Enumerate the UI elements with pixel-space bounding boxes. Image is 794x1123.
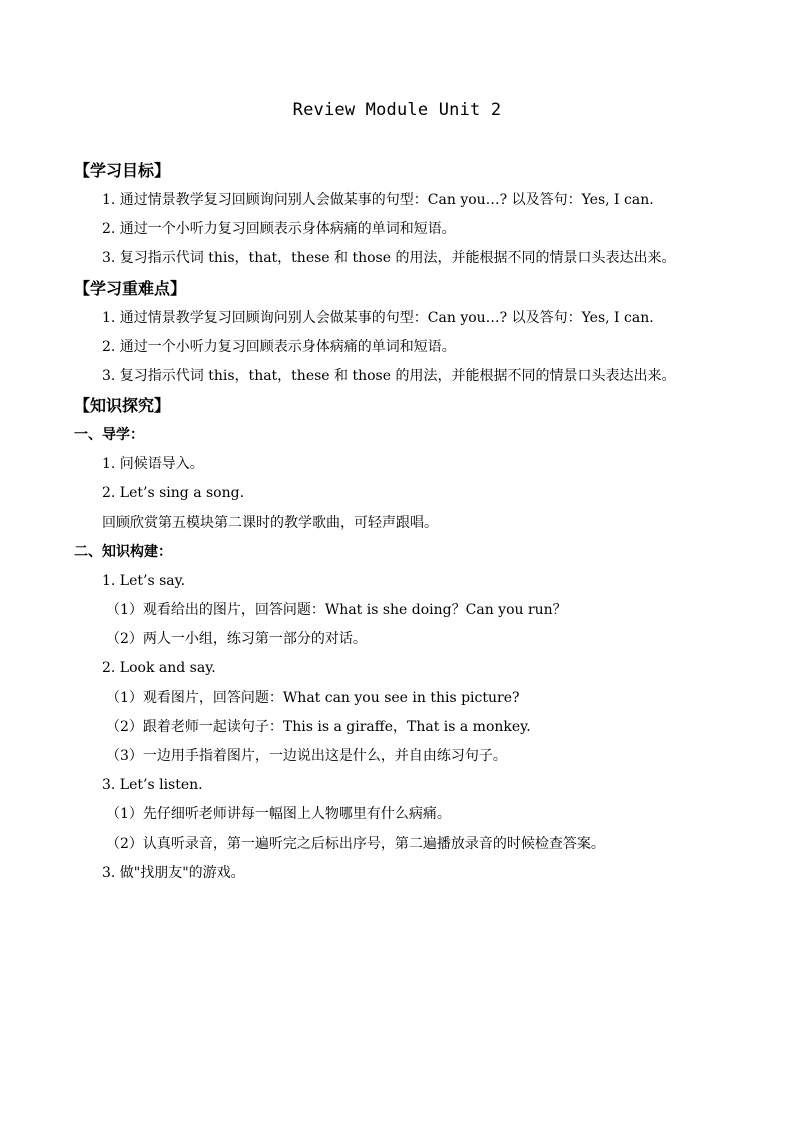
step-find-friends-game: 3. 做"找朋友"的游戏。	[102, 864, 245, 881]
part2-heading: 二、知识构建：	[74, 543, 172, 560]
step-lets-say: 1. Let’s say.	[102, 572, 186, 589]
step-lets-say-sub-1: （1）观看给出的图片，回答问题：What is she doing？Can you run？	[106, 602, 567, 619]
document-body	[74, 156, 724, 888]
part1-item-1: 1. 问候语导入。	[102, 456, 204, 473]
objective-item-2: 2. 通过一个小听力复习回顾表示身体病痛的单词和短语。	[102, 221, 456, 238]
key-point-item-2: 2. 通过一个小听力复习回顾表示身体病痛的单词和短语。	[102, 338, 456, 355]
page-title: Review Module Unit 2	[292, 100, 502, 120]
step-look-and-say-sub-1: （1）观看图片，回答问题：What can you see in this picture?	[106, 689, 520, 706]
step-lets-listen: 3. Let’s listen.	[102, 777, 203, 794]
step-lets-listen-sub-2: （2）认真听录音，第一遍听完之后标出序号，第二遍播放录音的时候检查答案。	[106, 835, 605, 852]
objective-item-1: 1. 通过情景教学复习回顾询问别人会做某事的句型：Can you…? 以及答句：Yes, I can.	[102, 192, 654, 208]
key-points-heading: 【学习重难点】	[74, 278, 187, 298]
exploration-heading: 【知识探究】	[74, 396, 171, 416]
step-lets-say-sub-2: （2）两人一小组，练习第一部分的对话。	[106, 631, 367, 648]
step-look-and-say-sub-3: （3）一边用手指着图片，一边说出这是什么，并自由练习句子。	[106, 748, 507, 765]
step-look-and-say-sub-2: （2）跟着老师一起读句子：This is a giraffe，That is a monkey.	[106, 718, 531, 735]
key-point-item-3: 3. 复习指示代词 this，that，these 和 those 的用法，并能根据不同的情景口头表达出来。	[102, 368, 676, 385]
part1-item-3: 回顾欣赏第五模块第二课时的教学歌曲，可轻声跟唱。	[102, 514, 438, 531]
step-lets-listen-sub-1: （1）先仔细听老师讲每一幅图上人物哪里有什么病痛。	[106, 806, 451, 823]
part1-item-2: 2. Let’s sing a song.	[102, 485, 245, 502]
objective-item-3: 3. 复习指示代词 this，that，these 和 those 的用法，并能根据不同的情景口头表达出来。	[102, 250, 676, 267]
objectives-heading: 【学习目标】	[74, 161, 171, 180]
part1-heading: 一、导学：	[74, 427, 144, 444]
key-point-item-1: 1. 通过情景教学复习回顾询问别人会做某事的句型：Can you…? 以及答句：Yes, I can.	[102, 309, 654, 326]
step-look-and-say: 2. Look and say.	[102, 660, 216, 677]
